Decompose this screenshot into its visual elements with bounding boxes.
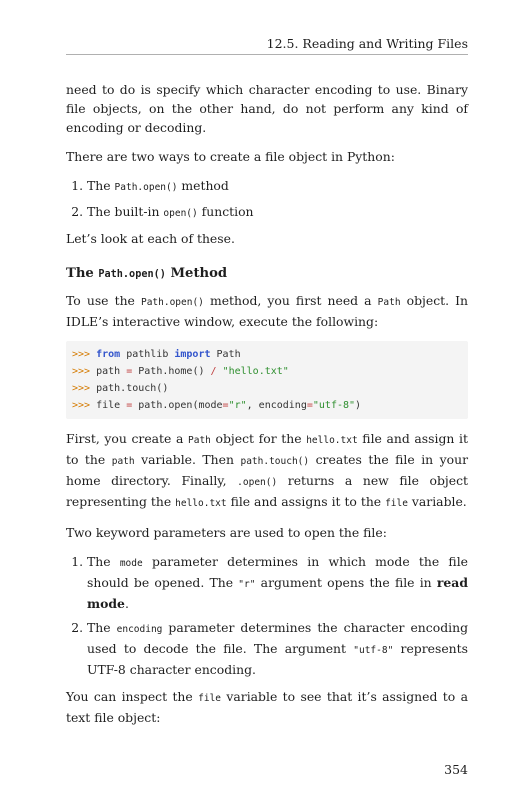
- paragraph-first-create: [66, 429, 468, 513]
- inline-code: Path: [188, 435, 211, 446]
- header-rule: [66, 54, 468, 55]
- string: "r": [228, 400, 247, 411]
- text: First, you create a: [66, 431, 189, 446]
- heading-text: Method: [165, 266, 228, 281]
- operator: =: [126, 400, 133, 411]
- running-header: 12.5. Reading and Writing Files: [266, 36, 468, 51]
- text: method, you first need a: [203, 293, 378, 308]
- string: "hello.txt": [222, 366, 289, 377]
- text: variable. Then: [134, 452, 241, 467]
- code-text: path.open(mode: [132, 400, 223, 411]
- list-item: [87, 176, 468, 197]
- keyword: import: [174, 349, 211, 360]
- inline-code: Path: [377, 297, 401, 308]
- keyword: from: [96, 349, 121, 360]
- code-text: ): [355, 400, 362, 411]
- code-line: [72, 363, 462, 380]
- paragraph-use-path-open: [66, 291, 468, 331]
- page-body: [66, 80, 468, 727]
- inline-code: open(): [163, 208, 198, 219]
- ways-list: [66, 176, 468, 223]
- text: The: [87, 178, 115, 193]
- text: .: [124, 596, 129, 611]
- text: represents UTF-8 character encoding.: [87, 641, 468, 677]
- code-text: file: [96, 400, 127, 411]
- text: parameter determines in which mode the file should be opened. The: [87, 554, 468, 590]
- operator: /: [210, 366, 217, 377]
- list-item: [87, 552, 468, 613]
- inline-code: file: [198, 693, 222, 704]
- text: You can inspect the: [66, 689, 199, 704]
- code-text: Path.home(): [132, 366, 211, 377]
- paragraph-encoding: need to do is specify which character encoding to use. Binary file objects, on the other hand, do not perform any kind of encoding or decoding.: [66, 82, 468, 135]
- text: file and assign it to the: [66, 431, 468, 467]
- code-text: path.touch(): [96, 383, 169, 394]
- inline-code: Path.open(): [114, 182, 178, 193]
- text: file and assigns it to the: [226, 494, 386, 509]
- code-block: [66, 341, 468, 419]
- heading-code: Path.open(): [98, 269, 166, 280]
- text: variable.: [407, 494, 467, 509]
- inline-code: encoding: [116, 624, 163, 635]
- text: method: [177, 178, 229, 193]
- text: creates the file in your home directory. Finally,: [66, 452, 469, 488]
- text: variable to see that it’s assigned to a text file object:: [66, 689, 468, 725]
- inline-code: path: [111, 456, 135, 467]
- list-item: [87, 202, 468, 223]
- code-text: , encoding: [246, 400, 307, 411]
- paragraph-keyword-params: Two keyword parameters are used to open the file:: [66, 525, 387, 540]
- prompt: >>>: [72, 383, 91, 394]
- text: object. In IDLE’s interactive window, execute the following:: [66, 293, 468, 329]
- operator: =: [126, 366, 133, 377]
- string: "utf-8": [312, 400, 356, 411]
- inline-code: Path.open(): [140, 297, 204, 308]
- paragraph-look: Let’s look at each of these.: [66, 231, 235, 246]
- code-line: [72, 380, 462, 397]
- text: The: [87, 620, 117, 635]
- text: object for the: [210, 431, 307, 446]
- text: argument opens the file in: [255, 575, 437, 590]
- inline-code: .open(): [237, 477, 278, 488]
- operator: =: [306, 400, 313, 411]
- text: To use the: [66, 293, 141, 308]
- text: The built-in: [87, 204, 164, 219]
- paragraph-two-ways: There are two ways to create a file object in Python:: [66, 149, 395, 164]
- code-text: path: [96, 366, 127, 377]
- prompt: >>>: [72, 349, 91, 360]
- code-line: [72, 346, 462, 363]
- text: parameter determines the character encoding used to decode the file. The argument: [87, 620, 468, 656]
- inline-code: mode: [119, 558, 143, 569]
- section-heading: [66, 264, 468, 284]
- inline-code: hello.txt: [175, 498, 227, 509]
- paragraph-inspect-file: [66, 687, 468, 727]
- bold-text: read mode: [87, 575, 468, 611]
- list-item: [87, 618, 468, 679]
- page-number: 354: [444, 762, 468, 777]
- params-list: [66, 552, 468, 679]
- code-line: [72, 397, 462, 414]
- inline-code: hello.txt: [306, 435, 358, 446]
- heading-text: The: [66, 266, 99, 281]
- inline-code: "r": [238, 579, 256, 590]
- text: returns a new file object representing the: [66, 473, 468, 509]
- prompt: >>>: [72, 400, 91, 411]
- code-text: pathlib: [120, 349, 175, 360]
- inline-code: "utf-8": [353, 645, 394, 656]
- code-text: Path: [210, 349, 241, 360]
- text: function: [197, 204, 254, 219]
- inline-code: file: [385, 498, 408, 509]
- text: The: [87, 554, 120, 569]
- operator: =: [222, 400, 229, 411]
- prompt: >>>: [72, 366, 91, 377]
- inline-code: path.touch(): [240, 456, 310, 467]
